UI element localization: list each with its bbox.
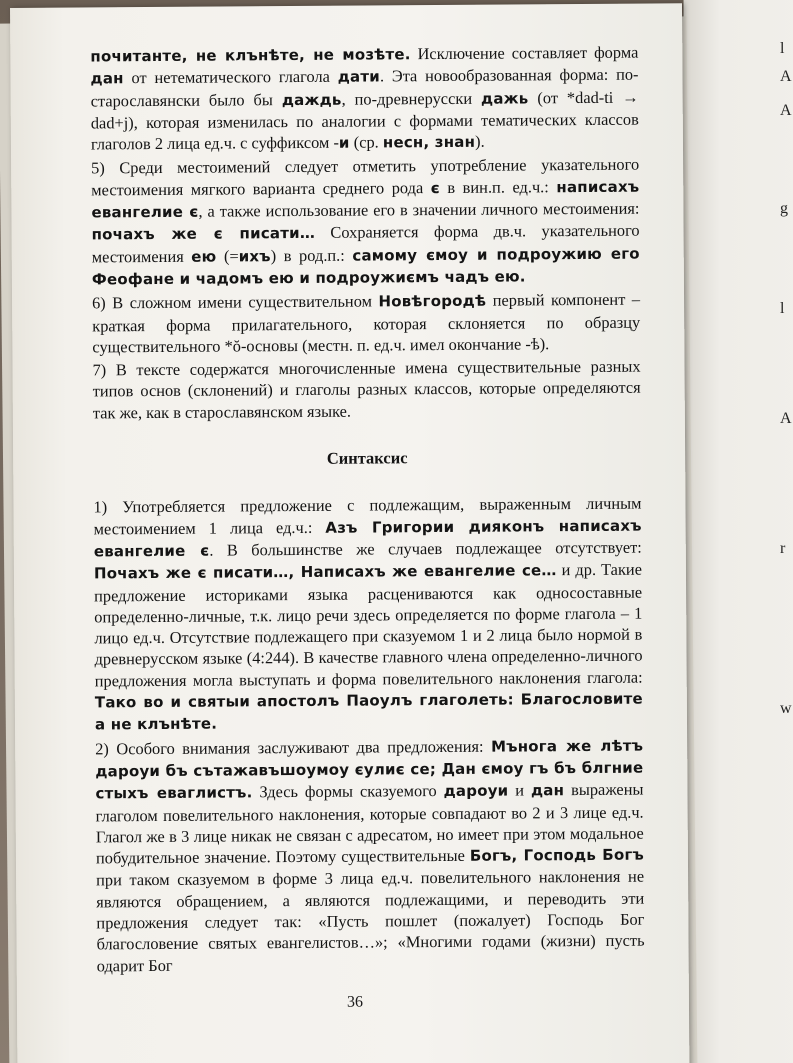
text-run: (ср. <box>349 132 383 152</box>
book-page <box>10 3 690 1063</box>
church-slavonic-quote: несн, знан <box>382 132 476 152</box>
text-run: первый компонент – краткая форма прилагательного, которая склоняется по образцу существительного *ŏ-основы (местн. п. ед.ч. имел окончание -ѣ). <box>92 289 641 357</box>
facing-page-glyph: w <box>780 700 792 717</box>
text-run: (= <box>216 246 239 266</box>
paragraph <box>92 289 640 358</box>
church-slavonic-quote: почахъ же є писати… <box>91 224 316 244</box>
text-run: ) в род.п.: <box>270 245 353 265</box>
text-run: Исключение составляет форма <box>410 42 639 64</box>
paragraph <box>93 493 643 736</box>
church-slavonic-quote: Мънога же лѣтъ дароуи бъ сътажавъшоумоу єулиє се; Дан ємоу гъ бъ блгние стыхъ еваглистъ. <box>95 736 644 803</box>
text-run: 1) Употребляется предложение с подлежащим, выраженным личным местоимением 1 лица ед.ч.: <box>93 493 642 539</box>
text-run: выражены глаголом повелительного наклонения, которые совпадают во 2 и 3 лице ед.ч. Глагол же в 3 лице никак не связан с адресатом, но имеет при этом модальное побудительное значение. Поэтому существительные <box>95 779 644 868</box>
church-slavonic-quote: є <box>430 178 440 197</box>
text-run: и <box>508 780 532 800</box>
text-run: (от *dad-ti → dad+j), которая изменилась по аналогии с формами тематических классов глаголов 2 лица ед.ч. с суффиксом - <box>90 87 639 154</box>
church-slavonic-quote: Богъ, Господь Богъ <box>469 845 644 865</box>
text-run: , по-древнерусски <box>341 88 482 109</box>
facing-page-glyph: l <box>780 300 785 317</box>
text-run: при таком сказуемом в форме 3 лица ед.ч. повелительного наклонения не являются обращением, а являются подлежащими, и переводить эти предложения следует так: «Пусть пошлет (пожалует) Господь Бог благословение святых евангелистов…»; «Многими годами (жизни) пусть одарит Бог <box>96 866 645 975</box>
facing-page <box>683 0 793 1063</box>
paragraphs-top <box>90 42 641 424</box>
text-run: 5) Среди местоимений следует отметить употребление указательного местоимения мягкого варианта среднего рода <box>91 155 640 200</box>
page-number: 36 <box>346 993 364 1011</box>
page-text <box>90 40 644 977</box>
paragraph <box>95 734 645 976</box>
text-run: 2) Особого внимания заслуживают два предложения: <box>95 736 492 759</box>
church-slavonic-quote: даждь <box>281 90 342 109</box>
text-run: в вин.п. ед.ч.: <box>439 176 557 197</box>
church-slavonic-quote: самому ємоу и подроужию его Феофане и чадомъ ею и подроужиємъ чадъ ею. <box>91 244 640 289</box>
church-slavonic-quote: и <box>338 133 350 152</box>
section-heading: Синтаксис <box>326 448 408 468</box>
church-slavonic-quote: дан <box>90 69 124 88</box>
text-run: . Эта новообразованная форма: по-старославянски было бы <box>90 64 639 111</box>
text-run: от нетематического глагола <box>123 67 338 88</box>
church-slavonic-quote: дажь <box>480 88 529 108</box>
facing-page-glyph: r <box>780 540 786 557</box>
church-slavonic-quote: дароуи <box>443 781 509 801</box>
church-slavonic-quote: Тако во и святыи апостолъ Паоулъ глаголеть: Благословите а не клънѣте. <box>94 689 643 734</box>
facing-page-glyph: A <box>780 68 792 85</box>
text-run: и др. Такие предложение историками языка расцениваются как односоставные определенно-личные, т.к. лицо речи здесь определяется по форме глагола – 1 лицо ед.ч. Отсутствие подлежащего при сказуемом 1 и 2 лица было нормой в древнерусском языке (4:244). В качестве главного члена определенно-личного предложения могла выступать и форма повелительного наклонения глагола: <box>94 559 643 691</box>
church-slavonic-quote: дан <box>530 781 565 800</box>
text-run: 7) В тексте содержатся многочисленные имена существительные разных типов основ (склонений) и глаголы разных классов, которые определяются так же, как в старославянском языке. <box>92 356 641 423</box>
facing-page-glyph: A <box>780 410 792 427</box>
text-run: ). <box>475 131 485 151</box>
facing-page-glyph: l <box>780 40 785 57</box>
text-run: . В большинстве же случаев подлежащее отсутствует: <box>209 537 642 560</box>
text-run: 6) В сложном имени существительном <box>91 291 379 313</box>
paragraph <box>91 154 640 291</box>
church-slavonic-quote: дати <box>337 67 381 87</box>
text-run: Сохраняется форма дв.ч. указательного местоимения <box>91 220 640 267</box>
church-slavonic-quote: ею <box>191 247 217 266</box>
text-run: , а также использование его в значении личного местоимения: <box>198 198 640 221</box>
church-slavonic-quote: Азъ Григории дияконъ написахъ евангелие є <box>93 516 642 561</box>
paragraph <box>90 42 639 156</box>
paragraphs-bottom <box>93 493 644 976</box>
paragraph <box>92 356 640 424</box>
facing-page-glyph: g <box>780 200 788 217</box>
text-run: Здесь формы сказуемого <box>252 781 444 802</box>
church-slavonic-quote: ихъ <box>238 246 271 266</box>
church-slavonic-quote: почитанте, не клънѣте, не мозѣте. <box>90 45 411 66</box>
facing-page-glyph: A <box>780 102 792 119</box>
church-slavonic-quote: написахъ евангелие є <box>91 177 640 222</box>
church-slavonic-quote: Почахъ же є писати…, Написахъ же евангелие се… <box>93 561 557 583</box>
church-slavonic-quote: Новѣгородѣ <box>378 291 487 311</box>
